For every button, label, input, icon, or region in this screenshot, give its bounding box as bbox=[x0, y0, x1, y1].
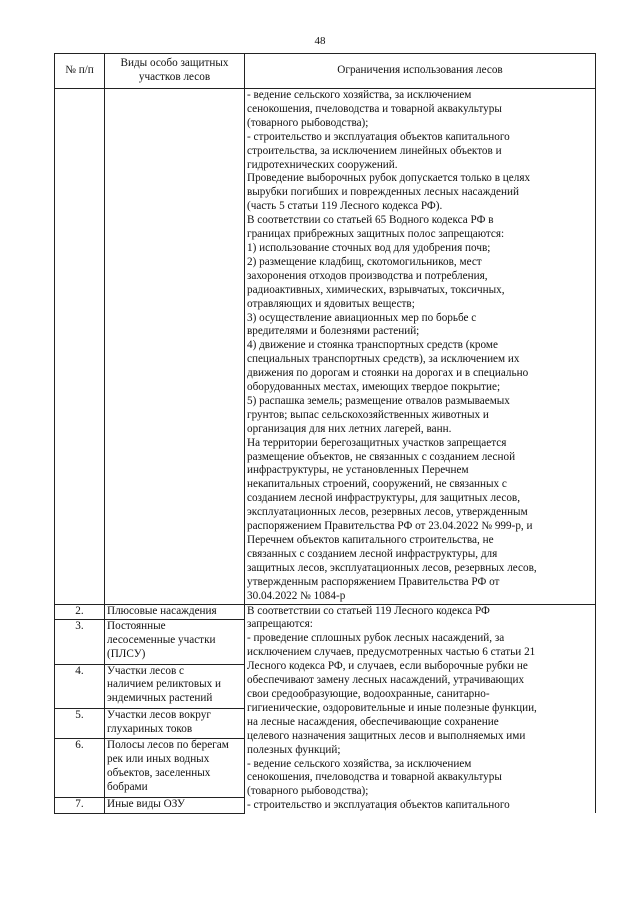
restriction-line: организация для них летних лагерей, ванн. bbox=[247, 422, 452, 435]
header-type: Виды особо защитных участков лесов bbox=[105, 54, 245, 89]
forest-type-line: эндемичных растений bbox=[107, 692, 213, 705]
restriction-line: 5) распашка земель; размещение отвалов размываемых bbox=[247, 394, 510, 407]
cell-number: 3. bbox=[55, 620, 105, 665]
forest-type-line: Участки лесов вокруг bbox=[107, 709, 211, 722]
forest-type-line: объектов, заселенных bbox=[107, 766, 211, 779]
restriction-line: инфраструктуры, не установленных Перечнем bbox=[247, 464, 469, 477]
restriction-line: созданием лесной инфраструктуры, для защитных лесов, bbox=[247, 492, 521, 505]
restriction-line: утвержденным распоряжением Правительства РФ от bbox=[247, 575, 500, 588]
restriction-line: гигиенические, оздоровительные и иные полезные функции, bbox=[247, 701, 537, 714]
forest-type-line: глухариных токов bbox=[107, 722, 193, 735]
restriction-line: связанных с созданием лесной инфраструктуры, для bbox=[247, 547, 498, 560]
restriction-line: исключением случаев, предусмотренных частью 6 статьи 21 bbox=[247, 646, 536, 659]
restriction-line: отравляющих и ядовитых веществ; bbox=[247, 297, 415, 310]
table-row bbox=[55, 604, 596, 620]
restriction-line: строительства, за исключением линейных объектов и bbox=[247, 144, 502, 157]
restriction-line: Перечнем объектов капитального строительства, не bbox=[247, 534, 494, 546]
restriction-line: вредителями и болезнями растений; bbox=[247, 325, 420, 338]
header-restrictions: Ограничения использования лесов bbox=[245, 54, 596, 89]
forest-type-line: (ПЛСУ) bbox=[107, 647, 146, 660]
forest-type-line: Иные виды ОЗУ bbox=[107, 798, 185, 811]
cell-number: 2. bbox=[55, 604, 105, 620]
restriction-line: эксплуатационных лесов, резервных лесов, утвержденным bbox=[247, 506, 528, 519]
forest-type-line: Участки лесов с bbox=[107, 664, 185, 677]
table-row-continued bbox=[55, 89, 596, 605]
restriction-line: 30.04.2022 № 1084-р bbox=[247, 589, 346, 602]
forest-type-line: лесосеменные участки bbox=[107, 633, 216, 646]
restriction-line: целевого назначения защитных лесов и выполняемых ими bbox=[247, 729, 526, 742]
restriction-line: - ведение сельского хозяйства, за исключением bbox=[247, 757, 472, 770]
cell-number: 5. bbox=[55, 709, 105, 739]
restriction-line: (товарного рыбоводства); bbox=[247, 116, 369, 129]
restriction-line: На территории берегозащитных участков запрещается bbox=[247, 436, 507, 449]
cell-type bbox=[105, 798, 245, 814]
cell-restrictions bbox=[245, 89, 596, 605]
cell-type bbox=[105, 709, 245, 739]
header-number: № п/п bbox=[55, 54, 105, 89]
restriction-line: 4) движение и стоянка транспортных средств (кроме bbox=[247, 339, 498, 352]
restriction-line: (часть 5 статьи 119 Лесного кодекса РФ). bbox=[247, 200, 443, 213]
restriction-line: движения по дорогам и стоянки на дорогах и в специально bbox=[247, 367, 529, 380]
restriction-line: - строительство и эксплуатация объектов капитального bbox=[247, 130, 510, 143]
restriction-line: - проведение сплошных рубок лесных насаждений, за bbox=[247, 632, 505, 645]
restriction-line: гидротехнических сооружений. bbox=[247, 158, 398, 171]
cell-type bbox=[105, 664, 245, 709]
cell-number: 4. bbox=[55, 664, 105, 709]
restriction-line: оборудованных местах, имеющих твердое покрытие; bbox=[247, 381, 501, 394]
cell-type bbox=[105, 89, 245, 605]
page-number: 48 bbox=[314, 35, 326, 47]
cell-number: 7. bbox=[55, 798, 105, 814]
cell-type bbox=[105, 604, 245, 620]
cell-type bbox=[105, 739, 245, 798]
cell-restrictions-group bbox=[245, 604, 596, 813]
restriction-line: некапитальных строений, сооружений, не связанных с bbox=[247, 478, 507, 491]
restriction-line: защитных лесов, эксплуатационных лесов, резервных лесов, bbox=[247, 561, 537, 574]
restriction-line: на лесные насаждения, обеспечивающие сохранение bbox=[247, 715, 499, 728]
restriction-line: грунтов; выпас сельскохозяйственных животных и bbox=[247, 408, 489, 421]
restriction-line: запрещаются: bbox=[247, 618, 313, 631]
restriction-line: - ведение сельского хозяйства, за исключением bbox=[247, 89, 472, 101]
restriction-line: 3) осуществление авиационных мер по борьбе с bbox=[247, 311, 477, 324]
forest-type-line: Полосы лесов по берегам bbox=[107, 739, 229, 752]
restriction-line: обеспечивают замену лесных насаждений, утрачивающих bbox=[247, 674, 525, 687]
restriction-line: Проведение выборочных рубок допускается только в целях bbox=[247, 172, 531, 185]
forest-type-line: наличием реликтовых и bbox=[107, 678, 222, 691]
restriction-line: В соответствии со статьей 119 Лесного кодекса РФ bbox=[247, 604, 490, 617]
restriction-line: захоронения отходов производства и потребления, bbox=[247, 269, 488, 282]
restriction-line: (товарного рыбоводства); bbox=[247, 785, 369, 798]
restriction-line: специальных транспортных средств), за исключением их bbox=[247, 353, 520, 366]
restriction-line: распоряжением Правительства РФ от 23.04.2022 № 999-р, и bbox=[247, 520, 533, 533]
restriction-line: 1) использование сточных вод для удобрения почв; bbox=[247, 241, 491, 254]
restriction-line: радиоактивных, химических, взрывчатых, токсичных, bbox=[247, 283, 505, 296]
restriction-line: 2) размещение кладбищ, скотомогильников, мест bbox=[247, 255, 482, 268]
table-header-row bbox=[55, 54, 596, 89]
restriction-line: свои средообразующие, водоохранные, санитарно- bbox=[247, 687, 490, 700]
restriction-line: В соответствии со статьей 65 Водного кодекса РФ в bbox=[247, 214, 494, 227]
cell-number: 6. bbox=[55, 739, 105, 798]
restriction-line: сенокошения, пчеловодства и товарной аквакультуры bbox=[247, 102, 502, 115]
restriction-line: размещение объектов, не связанных с созданием лесной bbox=[247, 450, 516, 463]
restriction-line: вырубки погибших и поврежденных лесных насаждений bbox=[247, 186, 519, 199]
restriction-line: - строительство и эксплуатация объектов капитального bbox=[247, 799, 510, 812]
cell-type bbox=[105, 620, 245, 665]
forest-type-line: Плюсовые насаждения bbox=[107, 604, 217, 617]
cell-number bbox=[55, 89, 105, 605]
forest-type-line: рек или иных водных bbox=[107, 752, 210, 765]
forest-type-line: бобрами bbox=[107, 780, 148, 793]
restriction-line: границах прибрежных защитных полос запрещаются: bbox=[247, 228, 505, 241]
restriction-line: сенокошения, пчеловодства и товарной аквакультуры bbox=[247, 771, 502, 784]
restriction-line: Лесного кодекса РФ, и случаев, если выборочные рубки не bbox=[247, 660, 528, 673]
forest-type-line: Постоянные bbox=[107, 620, 166, 633]
restriction-line: полезных функций; bbox=[247, 743, 341, 756]
restrictions-table bbox=[54, 53, 596, 814]
